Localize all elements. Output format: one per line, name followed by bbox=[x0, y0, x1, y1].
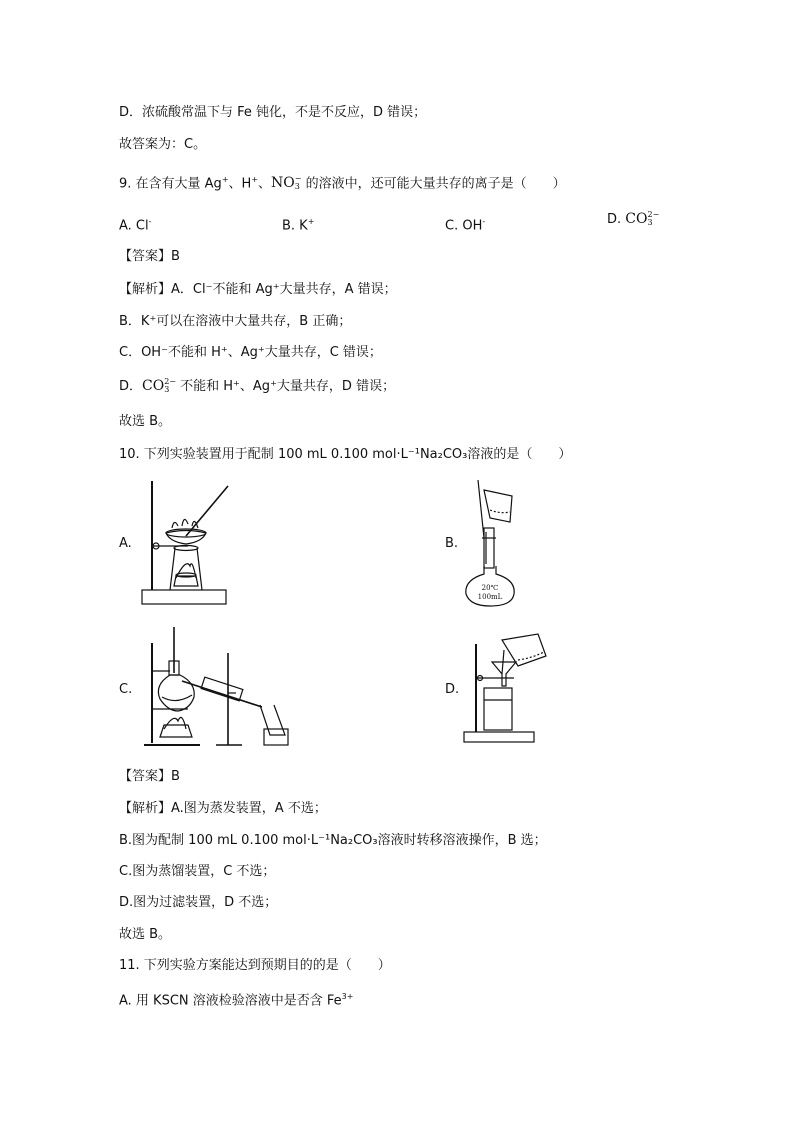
flask-temperature: 20℃ bbox=[481, 584, 499, 592]
q9-mid2: 、 bbox=[258, 176, 272, 192]
q9-answer: 【答案】B bbox=[119, 249, 180, 264]
q9-option-c: C. OH- bbox=[445, 217, 486, 234]
flask-volume: 100mL bbox=[477, 593, 503, 601]
q10-label-a: A. bbox=[119, 536, 132, 551]
q10-conclusion: 故选 B。 bbox=[119, 927, 172, 942]
q9-conclusion: 故选 B。 bbox=[119, 414, 172, 429]
volumetric-flask-figure bbox=[460, 478, 530, 608]
q10-explanation-1: 【解析】A.图为蒸发装置，A 不选； bbox=[119, 801, 327, 816]
q9-mid1: 、H bbox=[228, 176, 252, 192]
question-9-stem bbox=[119, 171, 566, 193]
q10-label-c: C. bbox=[119, 682, 133, 697]
q9-sup1: + bbox=[221, 175, 229, 184]
q9-option-d: D. CO 2− 3 bbox=[607, 210, 660, 227]
q10-answer: 【答案】B bbox=[119, 769, 180, 784]
q9-prefix: 9. 在含有大量 Ag bbox=[119, 176, 222, 192]
q10-label-b: B. bbox=[445, 536, 459, 551]
q9-explanation-4: D．CO 2− 3 不能和 H⁺、Ag⁺大量共存，D 错误； bbox=[119, 377, 396, 394]
q10-explanation-2: B.图为配制 100 mL 0.100 mol·L⁻¹Na₂CO₃溶液时转移溶液操作，B 选； bbox=[119, 833, 547, 848]
q9-explanation-3: C．OH⁻不能和 H⁺、Ag⁺大量共存，C 错误； bbox=[119, 345, 382, 360]
text-line: D．浓硫酸常温下与 Fe 钝化，不是不反应，D 错误； bbox=[119, 105, 427, 120]
q9-explanation-1: 【解析】A．Cl⁻不能和 Ag⁺大量共存，A 错误； bbox=[119, 282, 397, 297]
q9-explanation-2: B．K⁺可以在溶液中大量共存，B 正确； bbox=[119, 314, 352, 329]
q10-label-d: D. bbox=[445, 682, 460, 697]
distillation-apparatus-figure bbox=[140, 625, 290, 755]
q9-option-a: A. Cl- bbox=[119, 217, 152, 234]
filtration-apparatus-figure bbox=[462, 630, 562, 745]
q10-explanation-4: D.图为过滤装置，D 不选； bbox=[119, 895, 278, 910]
text-line: 故答案为：C。 bbox=[119, 137, 207, 152]
q11-option-a: A. 用 KSCN 溶液检验溶液中是否含 $Fe^{3+}$ bbox=[119, 992, 354, 1009]
q9-option-b: B. K+ bbox=[282, 217, 315, 234]
nitrate-formula: NO − 3 bbox=[271, 174, 302, 192]
question-11-stem: 11. 下列实验方案能达到预期目的的是（ ） bbox=[119, 958, 391, 973]
question-10-stem: 10. 下列实验装置用于配制 100 mL 0.100 mol·L⁻¹Na₂CO₃溶液的是（ ） bbox=[119, 447, 572, 462]
q10-explanation-3: C.图为蒸馏装置，C 不选； bbox=[119, 864, 276, 879]
q9-suffix: 的溶液中，还可能大量共存的离子是（ ） bbox=[301, 176, 566, 192]
evaporation-apparatus-figure bbox=[140, 478, 240, 608]
q9-sup2: + bbox=[251, 175, 259, 184]
